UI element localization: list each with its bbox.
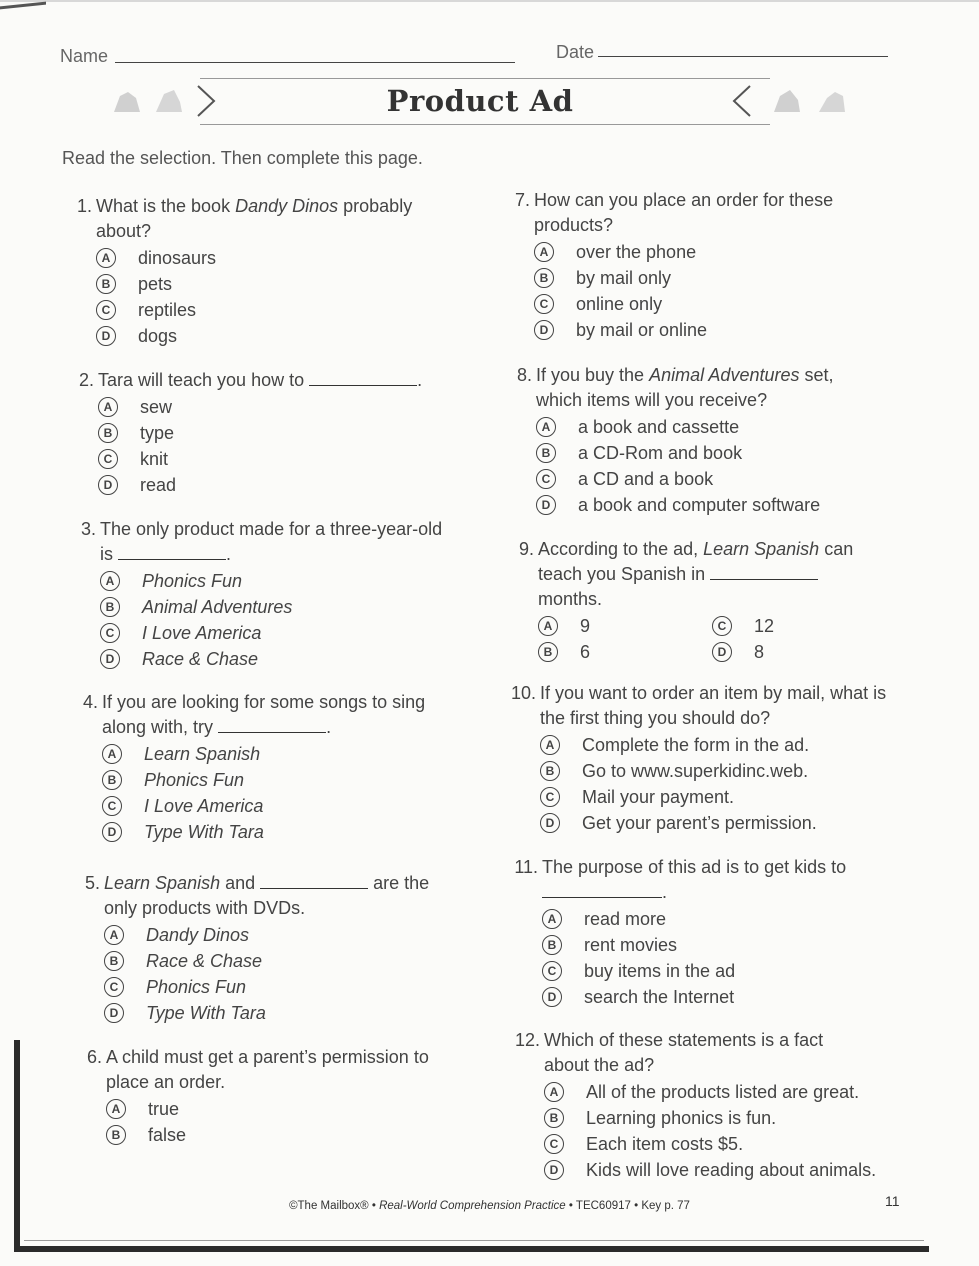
scan-edge-left	[14, 1040, 20, 1252]
question-stem: The only product made for a three-year-old is .	[100, 519, 443, 564]
answer-blank	[710, 563, 818, 580]
question-number: 6.	[86, 1047, 102, 1067]
answer-option[interactable]: B type	[98, 420, 464, 446]
bubble-b-icon[interactable]: B	[534, 268, 554, 288]
answer-option[interactable]: B a CD-Rom and book	[536, 440, 922, 466]
answer-option[interactable]: D search the Internet	[542, 984, 928, 1010]
bubble-a-icon[interactable]: A	[536, 417, 556, 437]
answer-blank	[118, 543, 226, 560]
bubble-d-icon[interactable]: D	[536, 495, 556, 515]
bubble-a-icon[interactable]: A	[100, 571, 120, 591]
answer-option[interactable]: A sew	[98, 394, 464, 420]
bubble-c-icon[interactable]: C	[534, 294, 554, 314]
question-stem: How can you place an order for these products?	[534, 190, 834, 235]
bubble-c-icon[interactable]: C	[96, 300, 116, 320]
bubble-b-icon[interactable]: B	[538, 642, 558, 662]
answer-blank	[218, 716, 326, 733]
bubble-d-icon[interactable]: D	[104, 1003, 124, 1023]
answer-option[interactable]: D Type With Tara	[102, 819, 478, 845]
answer-option[interactable]: C Each item costs $5.	[544, 1131, 930, 1157]
answer-option[interactable]: C Phonics Fun	[104, 974, 480, 1000]
answer-option[interactable]: D a book and computer software	[536, 492, 922, 518]
question-number: 12.	[514, 1030, 540, 1050]
answer-option[interactable]: D dogs	[96, 323, 462, 349]
question-8	[502, 363, 922, 518]
question-number: 7.	[514, 190, 530, 210]
bubble-c-icon[interactable]: C	[102, 796, 122, 816]
answer-option[interactable]: C 12	[712, 613, 862, 639]
answer-option[interactable]: A a book and cassette	[536, 414, 922, 440]
answer-option[interactable]: B by mail only	[534, 265, 920, 291]
bubble-d-icon[interactable]: D	[96, 326, 116, 346]
bubble-b-icon[interactable]: B	[96, 274, 116, 294]
answer-option[interactable]: A Phonics Fun	[100, 568, 466, 594]
question-6	[72, 1045, 482, 1148]
bubble-d-icon[interactable]: D	[98, 475, 118, 495]
answer-option[interactable]: C online only	[534, 291, 920, 317]
answer-option[interactable]: B Phonics Fun	[102, 767, 478, 793]
bubble-b-icon[interactable]: B	[536, 443, 556, 463]
title-banner	[70, 74, 890, 130]
answer-option[interactable]: B false	[106, 1122, 482, 1148]
answer-option[interactable]: A over the phone	[534, 239, 920, 265]
question-3	[66, 517, 466, 672]
answer-option[interactable]: B pets	[96, 271, 462, 297]
answer-option[interactable]: A All of the products listed are great.	[544, 1079, 930, 1105]
answer-option[interactable]: A dinosaurs	[96, 245, 462, 271]
answer-blank	[542, 881, 662, 898]
answer-option[interactable]: A true	[106, 1096, 482, 1122]
top-scan-edge	[0, 0, 979, 2]
bubble-d-icon[interactable]: D	[540, 813, 560, 833]
question-stem: Learn Spanish and are the only products with DVDs.	[104, 873, 430, 918]
answer-option[interactable]: A Dandy Dinos	[104, 922, 480, 948]
bubble-c-icon[interactable]: C	[544, 1134, 564, 1154]
bubble-a-icon[interactable]: A	[544, 1082, 564, 1102]
bubble-c-icon[interactable]: C	[712, 616, 732, 636]
bubble-b-icon[interactable]: B	[544, 1108, 564, 1128]
answer-option[interactable]: C buy items in the ad	[542, 958, 928, 984]
bottom-rule	[24, 1240, 924, 1241]
answer-option[interactable]: C knit	[98, 446, 464, 472]
bubble-b-icon[interactable]: B	[106, 1125, 126, 1145]
question-11	[508, 855, 928, 1010]
answer-option[interactable]: B Learning phonics is fun.	[544, 1105, 930, 1131]
question-number: 10.	[510, 683, 536, 703]
question-4	[68, 690, 478, 845]
bubble-d-icon[interactable]: D	[544, 1160, 564, 1180]
bubble-c-icon[interactable]: C	[100, 623, 120, 643]
bubble-c-icon[interactable]: C	[540, 787, 560, 807]
question-number: 9.	[518, 539, 534, 559]
question-stem: The purpose of this ad is to get kids to .	[542, 857, 847, 902]
dino-silhouette-icon	[815, 84, 849, 118]
answer-option[interactable]: D Type With Tara	[104, 1000, 480, 1026]
bubble-b-icon[interactable]: B	[104, 951, 124, 971]
bubble-b-icon[interactable]: B	[98, 423, 118, 443]
answer-option[interactable]: D by mail or online	[534, 317, 920, 343]
page-title: Product Ad	[386, 84, 574, 118]
answer-option[interactable]: C I Love America	[100, 620, 466, 646]
bubble-a-icon[interactable]: A	[538, 616, 558, 636]
question-stem: If you want to order an item by mail, what is the first thing you should do?	[540, 683, 887, 728]
name-field[interactable]	[115, 62, 515, 63]
bubble-b-icon[interactable]: B	[100, 597, 120, 617]
question-stem: If you are looking for some songs to sing along with, try .	[102, 692, 426, 737]
question-2	[64, 368, 464, 498]
answer-option[interactable]: B rent movies	[542, 932, 928, 958]
scan-edge-bottom	[14, 1246, 929, 1252]
answer-option[interactable]: A 9	[538, 613, 712, 639]
answer-option[interactable]: D read	[98, 472, 464, 498]
bubble-a-icon[interactable]: A	[534, 242, 554, 262]
answer-option[interactable]: D Get your parent’s permission.	[540, 810, 926, 836]
page-number: 11	[885, 1193, 900, 1209]
question-number: 3.	[80, 519, 96, 539]
bubble-a-icon[interactable]: A	[96, 248, 116, 268]
question-number: 2.	[78, 370, 94, 390]
answer-option[interactable]: C a CD and a book	[536, 466, 922, 492]
question-1	[62, 194, 462, 349]
bubble-d-icon[interactable]: D	[542, 987, 562, 1007]
bubble-a-icon[interactable]: A	[98, 397, 118, 417]
question-stem: Tara will teach you how to .	[98, 370, 423, 390]
bubble-a-icon[interactable]: A	[540, 735, 560, 755]
bubble-c-icon[interactable]: C	[98, 449, 118, 469]
answer-option[interactable]: D Race & Chase	[100, 646, 466, 672]
bubble-a-icon[interactable]: A	[104, 925, 124, 945]
scan-corner-mark	[0, 2, 46, 22]
answer-option[interactable]: B 6	[538, 639, 712, 665]
date-field[interactable]	[598, 56, 888, 57]
question-stem: A child must get a parent’s permission to place an order.	[106, 1047, 429, 1092]
answer-option[interactable]: C I Love America	[102, 793, 478, 819]
question-12	[510, 1028, 930, 1183]
answer-option[interactable]: A Complete the form in the ad.	[540, 732, 926, 758]
question-number: 5.	[84, 873, 100, 893]
bubble-c-icon[interactable]: C	[104, 977, 124, 997]
name-label: Name	[60, 46, 109, 66]
bubble-d-icon[interactable]: D	[712, 642, 732, 662]
answer-option[interactable]: D Kids will love reading about animals.	[544, 1157, 930, 1183]
answer-option[interactable]: B Animal Adventures	[100, 594, 466, 620]
answer-option[interactable]: B Go to www.superkidinc.web.	[540, 758, 926, 784]
question-stem: What is the book Dandy Dinos probably about?	[96, 196, 413, 241]
question-number: 8.	[516, 365, 532, 385]
answer-option[interactable]: D 8	[712, 639, 862, 665]
answer-option[interactable]: C reptiles	[96, 297, 462, 323]
answer-option[interactable]: A Learn Spanish	[102, 741, 478, 767]
bubble-a-icon[interactable]: A	[542, 909, 562, 929]
bubble-d-icon[interactable]: D	[102, 822, 122, 842]
question-number: 4.	[82, 692, 98, 712]
date-label: Date	[556, 42, 595, 62]
bubble-a-icon[interactable]: A	[106, 1099, 126, 1119]
bubble-c-icon[interactable]: C	[536, 469, 556, 489]
answer-option[interactable]: A read more	[542, 906, 928, 932]
question-stem: According to the ad, Learn Spanish can teach you Spanish in months.	[538, 539, 854, 609]
question-9	[504, 537, 924, 665]
question-stem: Which of these statements is a fact about the ad?	[544, 1030, 824, 1075]
bubble-c-icon[interactable]: C	[542, 961, 562, 981]
bubble-b-icon[interactable]: B	[540, 761, 560, 781]
bubble-a-icon[interactable]: A	[102, 744, 122, 764]
answer-blank	[260, 872, 368, 889]
question-5	[70, 871, 480, 1026]
instructions: Read the selection. Then complete this page.	[62, 148, 423, 168]
dino-silhouette-icon	[770, 84, 804, 118]
answer-option[interactable]: C Mail your payment.	[540, 784, 926, 810]
bubble-b-icon[interactable]: B	[542, 935, 562, 955]
question-10	[506, 681, 926, 836]
bracket-right-icon	[730, 84, 754, 118]
answer-blank	[309, 369, 417, 386]
bubble-d-icon[interactable]: D	[100, 649, 120, 669]
question-7	[500, 188, 920, 343]
question-number: 1.	[76, 196, 92, 216]
bubble-d-icon[interactable]: D	[534, 320, 554, 340]
page-footer: ©The Mailbox® • Real-World Comprehension Practice • TEC60917 • Key p. 77	[289, 1200, 690, 1212]
bubble-b-icon[interactable]: B	[102, 770, 122, 790]
question-stem: If you buy the Animal Adventures set, which items will you receive?	[536, 365, 834, 410]
question-number: 11.	[514, 857, 538, 877]
answer-option[interactable]: B Race & Chase	[104, 948, 480, 974]
